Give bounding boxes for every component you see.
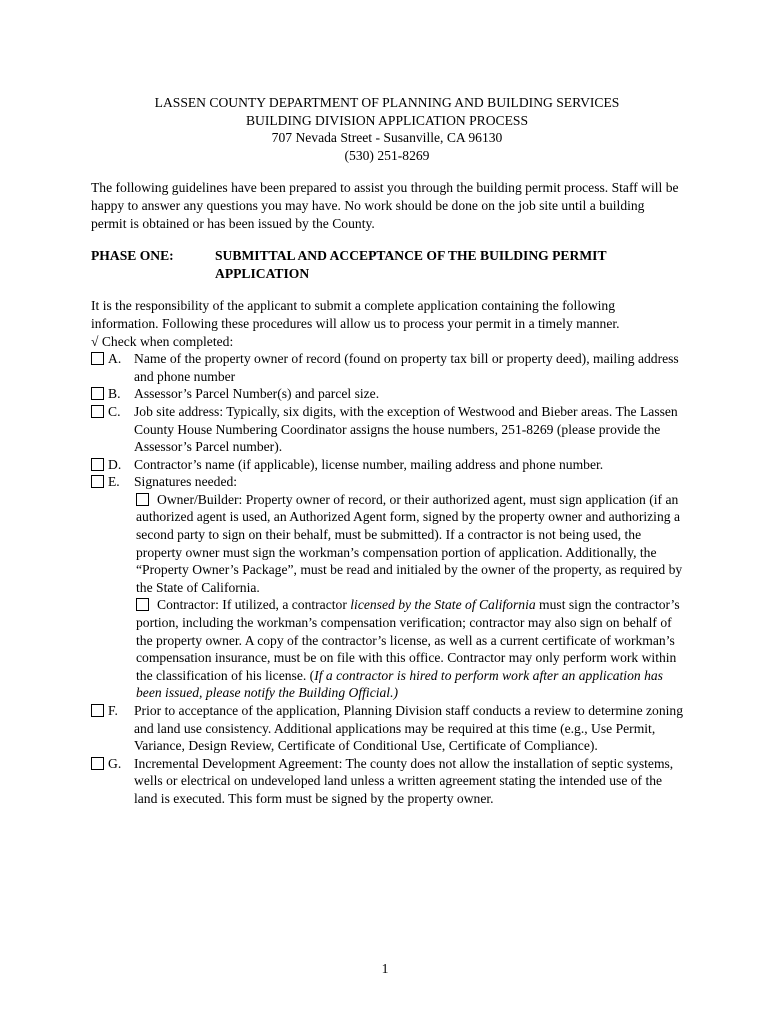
- contractor-licensed-italic: licensed by the State of California: [350, 597, 536, 613]
- checklist-item-f: [91, 702, 683, 755]
- checkbox-e[interactable]: [91, 475, 104, 488]
- checkbox-owner-builder[interactable]: [136, 493, 149, 506]
- intro-paragraph: The following guidelines have been prepared to assist you through the building permit process. Staff will be happy to answer any questions you may have. No work should be done on the job site until a building permit is obtained or has been issued by the County.: [91, 180, 679, 231]
- checkbox-f[interactable]: [91, 704, 104, 717]
- checkbox-c[interactable]: [91, 405, 104, 418]
- checklist-item-d: [91, 456, 683, 474]
- document-page: [91, 94, 683, 808]
- checklist-item-g: [91, 755, 683, 808]
- header-department: LASSEN COUNTY DEPARTMENT OF PLANNING AND BUILDING SERVICES: [154, 95, 620, 110]
- item-text: Contractor’s name (if applicable), license number, mailing address and phone number.: [134, 456, 604, 472]
- item-text: Signatures needed:: [134, 474, 238, 490]
- contractor-italic-note: If a contractor is hired to perform work after an application has been issued, please notify the Building Official.): [136, 667, 663, 701]
- header-phone: (530) 251-8269: [344, 147, 430, 163]
- document-header: [91, 94, 683, 164]
- checkbox-g[interactable]: [91, 757, 104, 770]
- contractor-lead: Contractor: If utilized, a contractor: [157, 597, 351, 613]
- item-letter: A.: [108, 351, 122, 367]
- item-letter: D.: [108, 456, 122, 472]
- checkbox-contractor[interactable]: [136, 598, 149, 611]
- item-letter: E.: [108, 474, 120, 490]
- owner-builder-block: [91, 491, 683, 597]
- item-text: Incremental Development Agreement: The county does not allow the installation of septic systems, wells or electrical on undeveloped land unless a written agreement stating the intended use of the land is executed. This form must be signed by the property owner.: [134, 755, 674, 806]
- owner-builder-text: Owner/Builder: Property owner of record, or their authorized agent, must sign application (if an authorized agent is used, an Authorized Agent form, signed by the property owner and authorizing a second party to sign on their behalf, must be submitted). If a contractor is not being used, the property owner must sign the workman’s compensation portion of application. Additionally, the “Property Owner’s Package”, must be read and initialed by the owner of the property, as required by the State of California.: [136, 491, 683, 595]
- checklist-item-c: [91, 403, 683, 456]
- checkbox-d[interactable]: [91, 458, 104, 471]
- header-address: 707 Nevada Street - Susanville, CA 96130: [271, 130, 503, 146]
- checkbox-b[interactable]: [91, 387, 104, 400]
- checklist-item-e: [91, 473, 683, 491]
- contractor-body: must sign the contractor’s portion, including the workman’s compensation verification; contractor may also sign on behalf of the property owner. A copy of the contractor’s license, as well as a current certificate of workman’s compensation insurance, must be on file with this office. Contractor may only perform work within the classification of his license. (: [136, 597, 680, 683]
- item-letter: G.: [108, 755, 122, 771]
- checkbox-a[interactable]: [91, 352, 104, 365]
- phase-title: SUBMITTAL AND ACCEPTANCE OF THE BUILDING PERMIT APPLICATION: [215, 248, 607, 281]
- item-text: Prior to acceptance of the application, Planning Division staff conducts a review to determine zoning and land use consistency. Additional applications may be required at this time (e.g., Use Permit, Variance, Design Review, Certificate of Conditional Use, Certificate of Compliance).: [134, 703, 684, 754]
- header-division: BUILDING DIVISION APPLICATION PROCESS: [245, 112, 529, 128]
- item-text: Name of the property owner of record (found on property tax bill or property deed), mailing address and phone number: [134, 351, 679, 384]
- item-text: Job site address: Typically, six digits, with the exception of Westwood and Bieber areas. The Lassen County House Numbering Coordinator assigns the house numbers, 251-8269 (please provide the Assessor’s Parcel number).: [134, 403, 678, 455]
- check-note: √ Check when completed:: [91, 333, 234, 349]
- checklist-item-b: [91, 385, 683, 403]
- item-letter: F.: [108, 703, 118, 718]
- item-letter: C.: [108, 403, 121, 419]
- item-text: Assessor’s Parcel Number(s) and parcel size.: [134, 386, 380, 402]
- page-number: 1: [381, 961, 389, 976]
- contractor-block: [91, 596, 683, 702]
- responsibility-paragraph: It is the responsibility of the applicant to submit a complete application containing the following information. Following these procedures will allow us to process your permit in a timely manner.: [91, 298, 620, 331]
- checklist-item-a: [91, 350, 683, 385]
- phase-heading: [91, 247, 683, 282]
- phase-label: PHASE ONE:: [91, 248, 174, 264]
- item-letter: B.: [108, 386, 121, 402]
